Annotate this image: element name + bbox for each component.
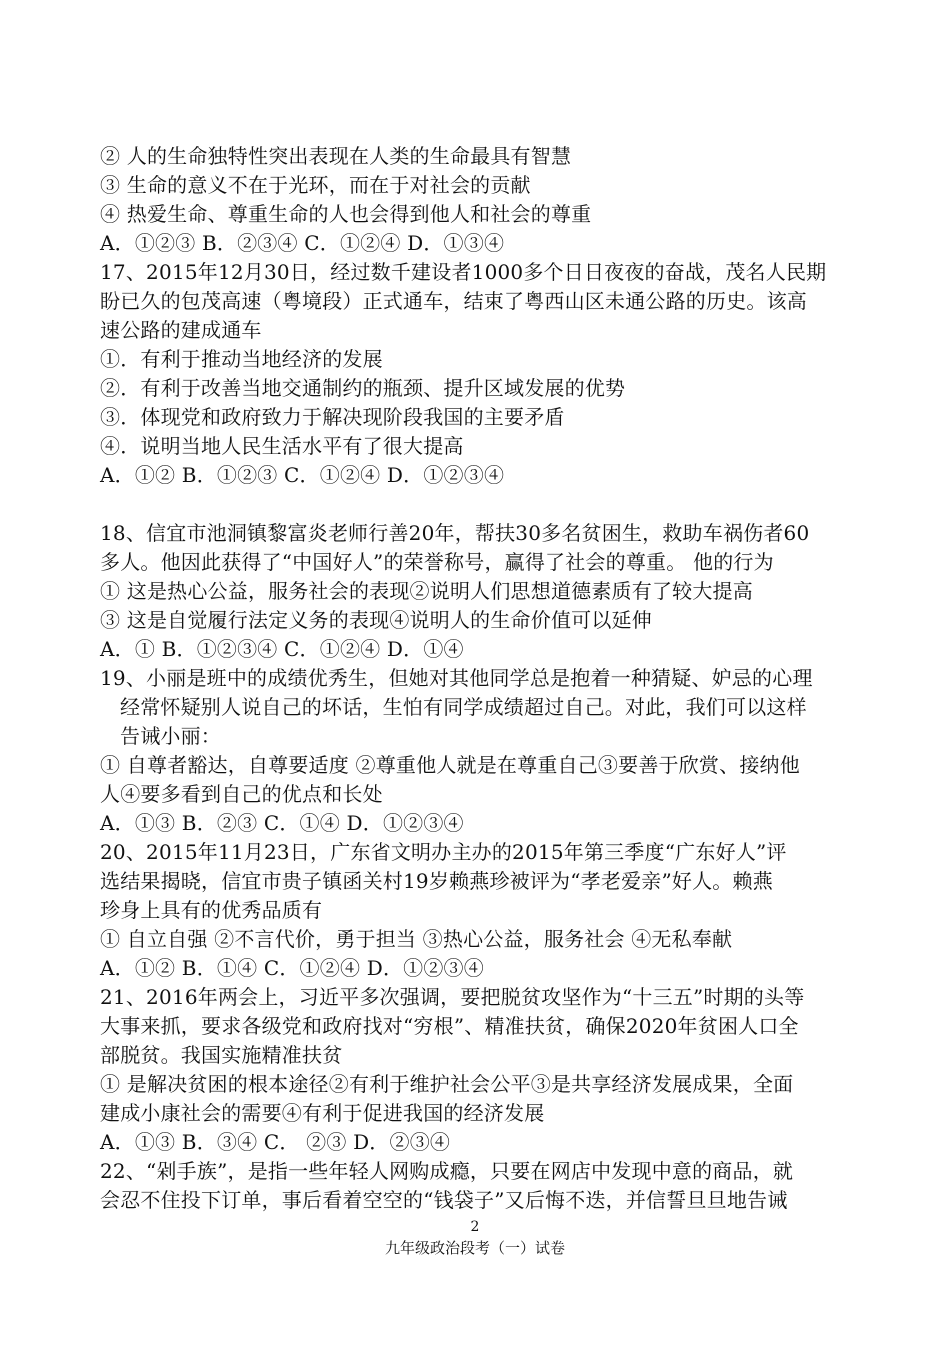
text-line: A．① B．①②③④ C．①②④ D．①④ [100, 637, 464, 661]
text-line: 珍身上具有的优秀品质有 [100, 898, 323, 922]
text-line: 人④要多看到自己的优点和长处 [100, 782, 383, 806]
text-line: ③ 这是自觉履行法定义务的表现④说明人的生命价值可以延伸 [100, 608, 652, 632]
text-line: ④ 热爱生命、尊重生命的人也会得到他人和社会的尊重 [100, 202, 592, 226]
text-line: 22、“剁手族”，是指一些年轻人网购成瘾，只要在网店中发现中意的商品，就 [100, 1159, 794, 1183]
text-line: ④．说明当地人民生活水平有了很大提高 [100, 434, 464, 458]
text-line: A．①②③ B．②③④ C．①②④ D．①③④ [100, 231, 505, 255]
text-line: 建成小康社会的需要④有利于促进我国的经济发展 [100, 1101, 545, 1125]
text-line: A．①③ B．②③ C．①④ D．①②③④ [100, 811, 464, 835]
text-line: 速公路的建成通车 [100, 318, 262, 342]
text-line: 盼已久的包茂高速（粤境段）正式通车，结束了粤西山区未通公路的历史。该高 [100, 289, 807, 313]
text-line: 会忍不住投下订单，事后看着空空的“钱袋子”又后悔不迭，并信誓旦旦地告诫 [100, 1188, 788, 1212]
text-line: ③ 生命的意义不在于光环，而在于对社会的贡献 [100, 173, 531, 197]
blank-line [100, 490, 860, 519]
text-line: 21、2016年两会上，习近平多次强调，要把脱贫攻坚作为“十三五”时期的头等 [100, 985, 805, 1009]
text-line: 18、信宜市池洞镇黎富炎老师行善20年，帮扶30多名贫困生，救助车祸伤者60 [100, 521, 810, 545]
text-line: 经常怀疑别人说自己的坏话，生怕有同学成绩超过自己。对此，我们可以这样 [120, 695, 807, 719]
page-content [100, 142, 860, 1215]
text-line: 20、2015年11月23日，广东省文明办主办的2015年第三季度“广东好人”评 [100, 840, 787, 864]
text-line: 19、小丽是班中的成绩优秀生，但她对其他同学总是抱着一种猜疑、妒忌的心理 [100, 666, 813, 690]
text-line: 选结果揭晓，信宜市贵子镇函关村19岁赖燕珍被评为“孝老爱亲”好人。赖燕 [100, 869, 773, 893]
text-line: 大事来抓，要求各级党和政府找对“穷根”、精准扶贫，确保2020年贫困人口全 [100, 1014, 799, 1038]
text-line: 多人。他因此获得了“中国好人”的荣誉称号，赢得了社会的尊重。 他的行为 [100, 550, 774, 574]
text-line: 部脱贫。我国实施精准扶贫 [100, 1043, 343, 1067]
page-number: 2 [470, 1219, 480, 1235]
text-line: ① 是解决贫困的根本途径②有利于维护社会公平③是共享经济发展成果，全面 [100, 1072, 794, 1096]
text-line: ① 自立自强 ②不言代价，勇于担当 ③热心公益，服务社会 ④无私奉献 [100, 927, 733, 951]
text-line: 17、2015年12月30日，经过数千建设者1000多个日日夜夜的奋战，茂名人民期 [100, 260, 827, 284]
text-line: 告诫小丽： [120, 724, 221, 748]
footer-title: 九年级政治段考（一）试卷 [384, 1239, 565, 1257]
text-line: A．①② B．①②③ C．①②④ D．①②③④ [100, 463, 505, 487]
text-line: A．①② B．①④ C．①②④ D．①②③④ [100, 956, 484, 980]
text-line: A．①③ B．③④ C． ②③ D．②③④ [100, 1130, 451, 1154]
text-line: ①．有利于推动当地经济的发展 [100, 347, 383, 371]
text-line: ① 这是热心公益，服务社会的表现②说明人们思想道德素质有了较大提高 [100, 579, 753, 603]
text-line: ②．有利于改善当地交通制约的瓶颈、提升区域发展的优势 [100, 376, 626, 400]
text-line: ② 人的生命独特性突出表现在人类的生命最具有智慧 [100, 144, 572, 168]
text-line: ③．体现党和政府致力于解决现阶段我国的主要矛盾 [100, 405, 565, 429]
text-line: ① 自尊者豁达，自尊要适度 ②尊重他人就是在尊重自己③要善于欣赏、接纳他 [100, 753, 800, 777]
